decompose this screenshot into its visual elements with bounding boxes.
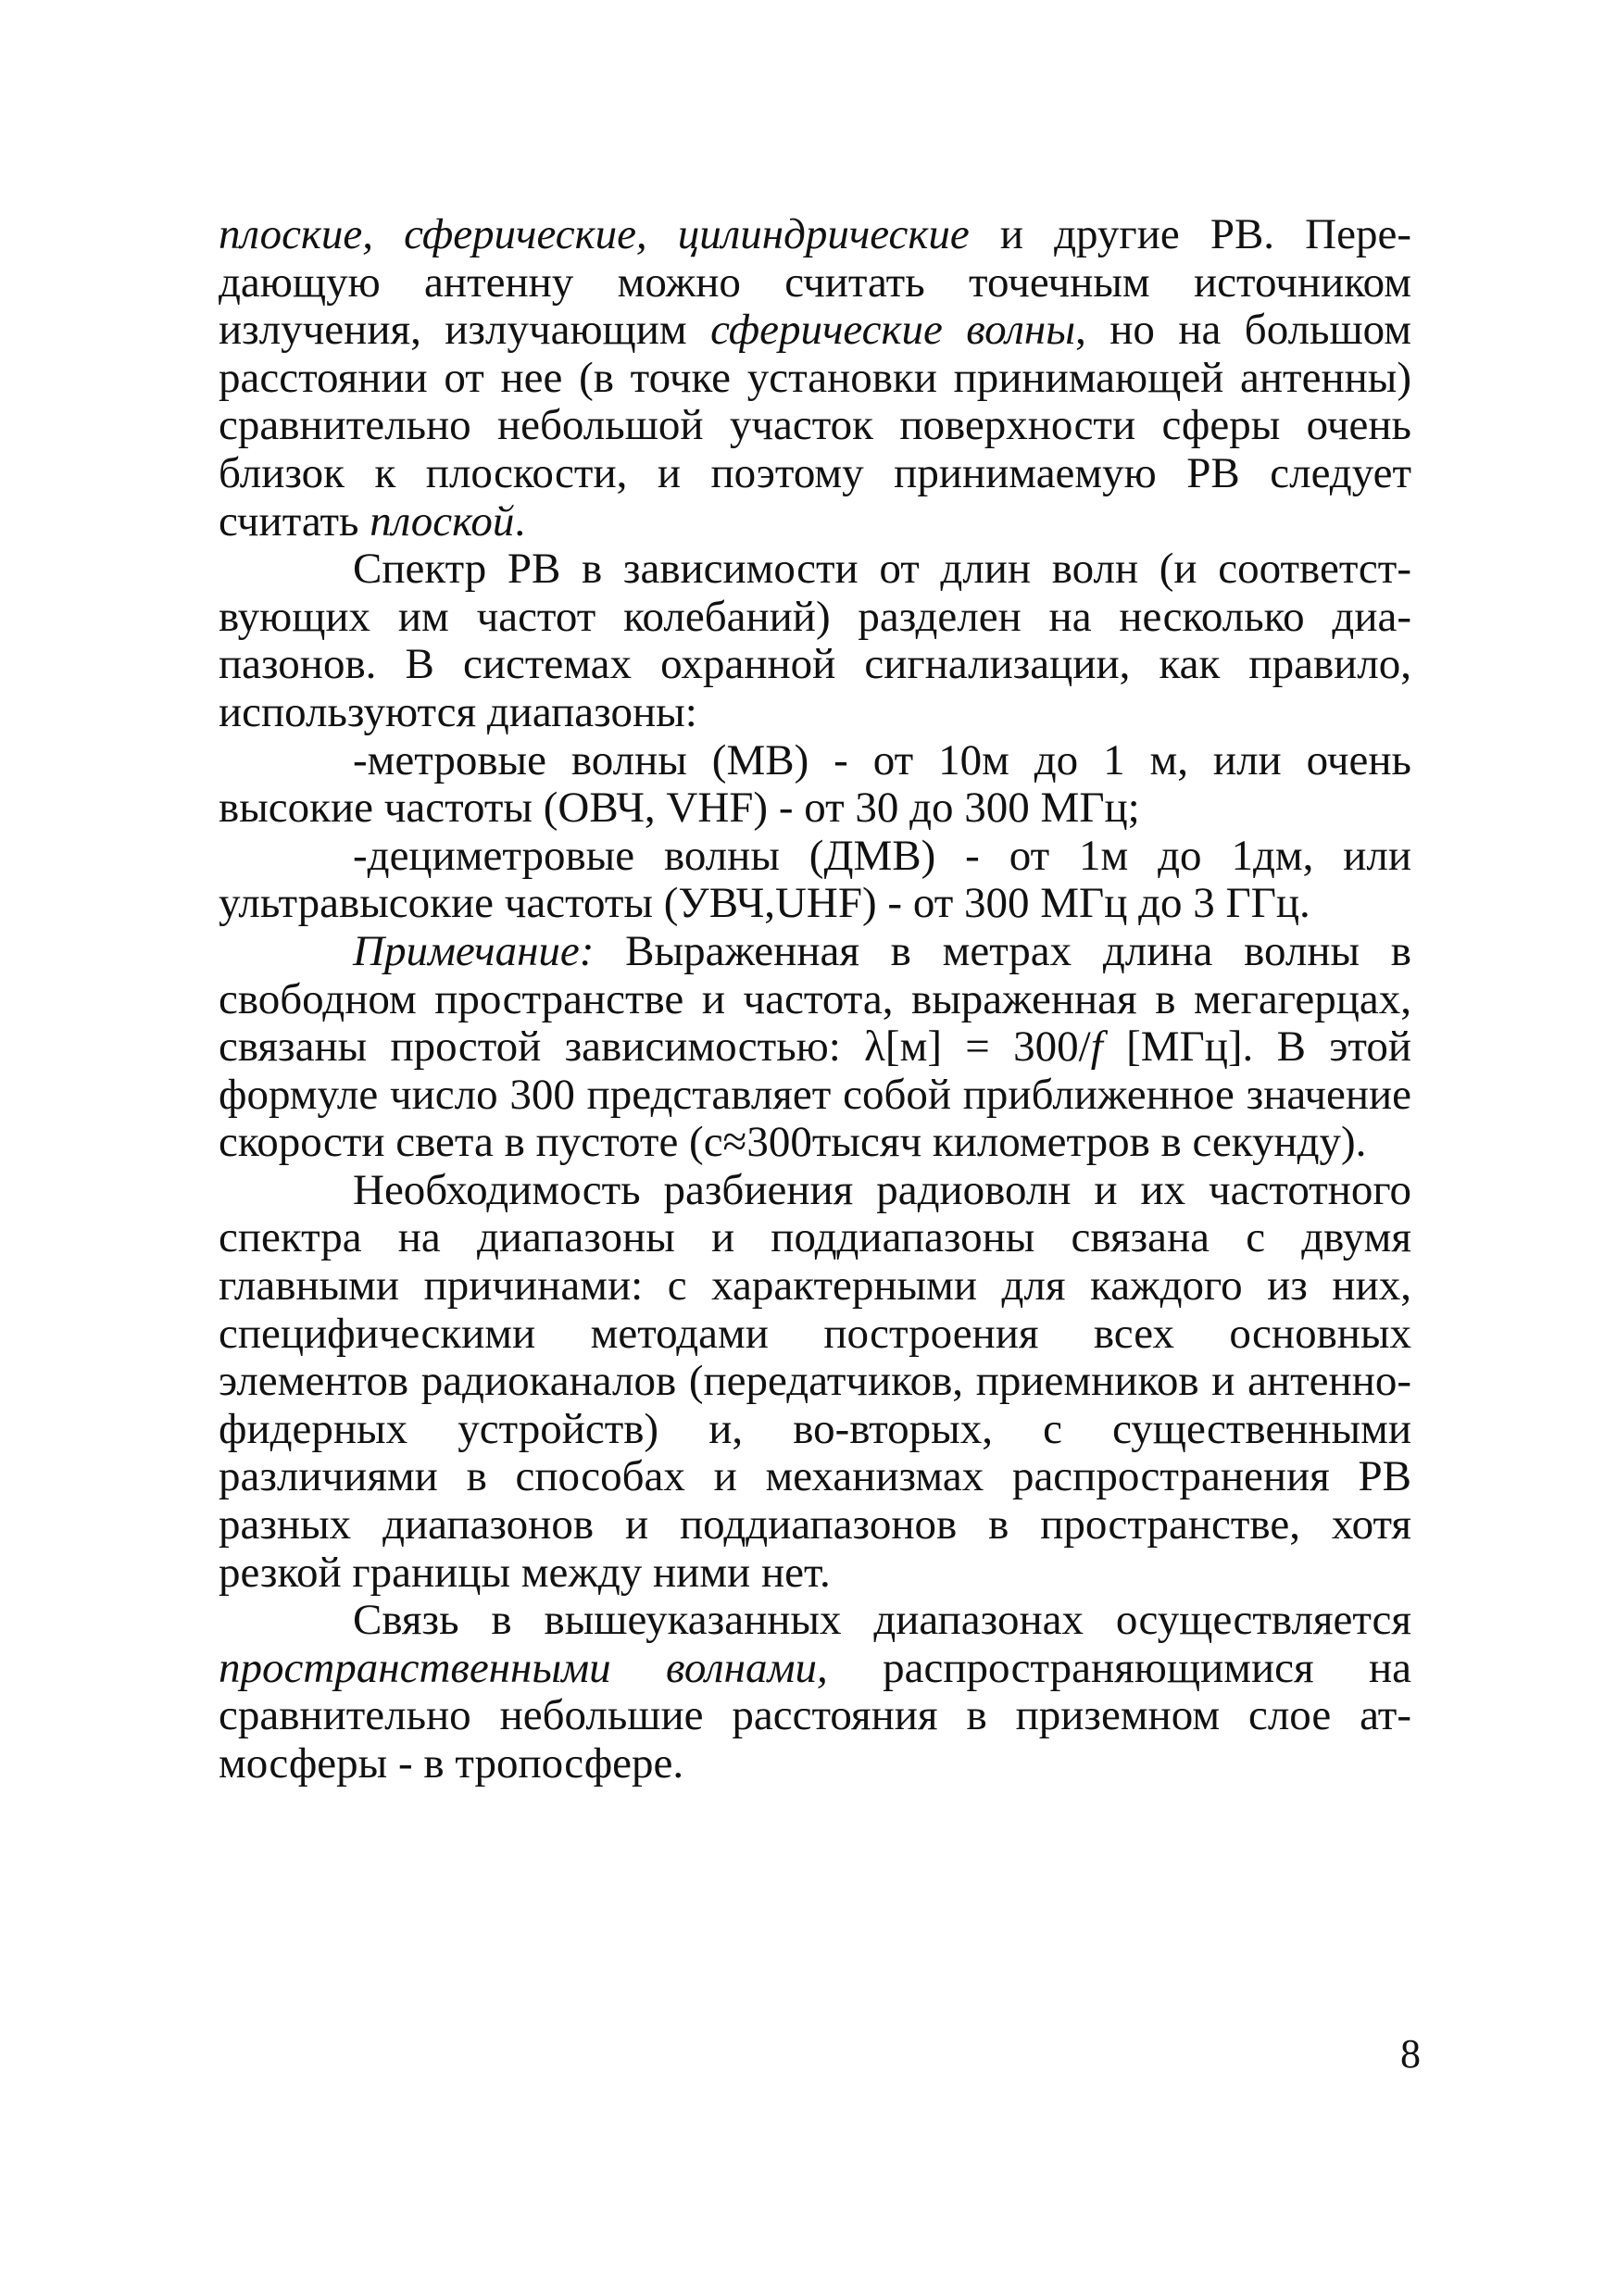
text-run: распространяющимися на сравнительно небольшие расстояния в приземном слое атмосферы - в тропосфере. [219, 1643, 1412, 1788]
italic-run: сферические волны [710, 306, 1076, 355]
text-run: [МГц]. В этой формуле число 300 представляет собой приближенное значение скорости света в пустоте (с≈300тысяч километров в секунду). [219, 1023, 1411, 1167]
italic-run: плоские, сферические, цилиндрические [219, 210, 970, 258]
text-run: -метровые волны (МВ) - от 10м до 1 м, или очень высокие частоты (ОВЧ, VHF) - от 30 до 300 МГц; [219, 735, 1411, 833]
text-run: Связь в вышеуказанных диапазонах осуществляется [353, 1596, 1411, 1645]
italic-run: плоской [370, 496, 515, 546]
paragraph-note [219, 928, 1411, 1167]
paragraph-6 [219, 1167, 1411, 1597]
italic-run: f [1090, 1023, 1103, 1072]
body-text [219, 211, 1411, 1788]
text-run: , но на большом расстоянии от нее (в точке установки принимающей антенны) сравнительно небольшой участок поверхности сферы очень близок к плоскости, и поэтому принимаемую РВ следует считать [219, 306, 1411, 546]
paragraph-7 [219, 1597, 1411, 1788]
page-number: 8 [1400, 2031, 1421, 2076]
text-run: -дециметровые волны (ДМВ) - от 1м до 1дм, или ультравысокие частоты (УВЧ,UHF) - от 300 МГц до 3 ГГц. [219, 831, 1411, 928]
list-item-decimeter-waves [219, 833, 1411, 928]
italic-run: Примечание: [353, 926, 595, 975]
text-run: . [514, 496, 526, 546]
list-item-meter-waves [219, 737, 1411, 833]
text-run: Выраженная в метрах длина волны в свободном пространстве и частота, выраженная в мегагерцах, связаны простой зависимостью: λ[м] = 300/ [219, 926, 1411, 1072]
paragraph-2 [219, 546, 1411, 736]
text-run: Необходимость разбиения радиоволн и их частотного спектра на диапазоны и поддиапазоны связана с двумя главными причинами: с характерными для каждого из них, специфическими методами построения всех основных элементов радиоканалов (передатчиков, приемников и антенно-фидерных устройств) и, во-вторых, с существенными различиями в способах и механизмах распространения РВ разных диапазонов и поддиапазонов в пространстве, хотя резкой границы между ними нет. [219, 1165, 1411, 1597]
italic-run: пространственными волнами, [219, 1643, 828, 1692]
text-run: и другие РВ. Передающую антенну можно считать точечным источником излучения, излучающим [219, 210, 1411, 355]
text-run: Спектр РВ в зависимости от длин волн (и соответствующих им частот колебаний) разделен на несколько диапазонов. В системах охранной сигнализации, как правило, используются диапазоны: [219, 545, 1411, 736]
paragraph-1 [219, 211, 1411, 546]
